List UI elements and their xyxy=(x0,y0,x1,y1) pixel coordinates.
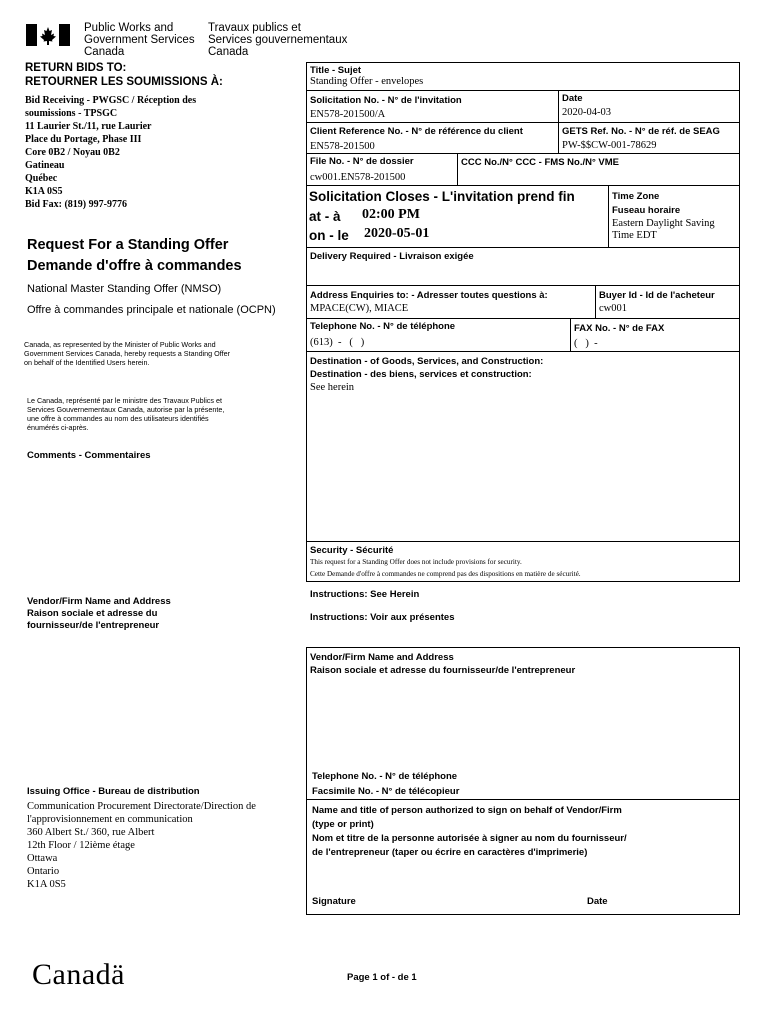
telephone-value: (613) - ( ) xyxy=(310,337,365,348)
buyer-id-value: cw001 xyxy=(599,303,627,314)
comments-label: Comments - Commentaires xyxy=(27,450,151,461)
request-paragraph-fr: Le Canada, représenté par le ministre des Travaux Publics et Services Gouvernementaux Canada, autorise par la présente, une offre à commandes au nom des utilisateurs identifiés énumérés ci-après. xyxy=(27,396,225,432)
instructions-fr: Instructions: Voir aux présentes xyxy=(310,612,455,623)
telephone-label: Telephone No. - N° de téléphone xyxy=(310,321,456,332)
buyer-id-label: Buyer Id - Id de l'acheteur xyxy=(599,290,715,301)
request-paragraph-en: Canada, as represented by the Minister of Public Works and Government Services Canada, hereby requests a Standing Offer on behalf of the Identified Users herein. xyxy=(24,340,231,367)
vendor-facsimile-label[interactable]: Facsimile No. - N° de télécopieur xyxy=(312,786,460,797)
request-title: Request For a Standing Offer Demande d'offre à commandes xyxy=(27,237,242,274)
at-label: at - à xyxy=(309,209,341,224)
at-value: 02:00 PM xyxy=(362,207,420,222)
time-zone-value: Eastern Daylight Saving Time EDT xyxy=(612,218,715,241)
fax-label: FAX No. - N° de FAX xyxy=(574,323,665,334)
fax-value: ( ) - xyxy=(574,338,598,349)
vendor-telephone-label[interactable]: Telephone No. - N° de téléphone xyxy=(312,771,458,782)
date-label: Date xyxy=(562,93,583,104)
address-enquiries-value: MPACE(CW), MIACE xyxy=(310,303,409,314)
address-enquiries-label: Address Enquiries to: - Adresser toutes questions à: xyxy=(310,290,548,301)
canada-flag-icon xyxy=(26,24,70,51)
gets-label: GETS Ref. No. - N° de réf. de SEAG xyxy=(562,126,720,137)
return-bids-address: Bid Receiving - PWGSC / Réception des soumissions - TPSGC 11 Laurier St./11, rue Laurier Place du Portage, Phase III Core 0B2 / Noyau 0B2 Gatineau Québec K1A 0S5 Bid Fax: (819) 997-9776 xyxy=(25,95,197,210)
destination-value: See herein xyxy=(310,382,355,393)
time-zone-label: Time Zone Fuseau horaire xyxy=(612,191,681,216)
client-ref-value: EN578-201500 xyxy=(310,141,375,152)
file-label: File No. - N° de dossier xyxy=(310,156,414,167)
security-label: Security - Sécurité xyxy=(310,545,394,556)
solicitation-value: EN578-201500/A xyxy=(310,109,386,120)
instructions-en: Instructions: See Herein xyxy=(310,589,420,600)
authorized-signer-label: Name and title of person authorized to sign on behalf of Vendor/Firm (type or print) Nom et titre de la personne autorisée à signer au nom du fournisseur/ de l'entrepreneur (taper ou écrire en caractères d'imprimerie) xyxy=(312,805,627,858)
gets-value: PW-$$CW-001-78629 xyxy=(562,140,657,151)
security-text-fr: Cette Demande d'offre à commandes ne comprend pas des dispositions en matière de sécurité. xyxy=(310,570,581,578)
canada-wordmark: Canadä xyxy=(32,958,125,991)
ccc-label: CCC No./N° CCC - FMS No./N° VME xyxy=(461,157,620,168)
signature-date-label[interactable]: Date xyxy=(587,896,608,907)
date-value: 2020-04-03 xyxy=(562,107,611,118)
return-bids-title: RETURN BIDS TO: RETOURNER LES SOUMISSIONS À: xyxy=(25,62,223,88)
vendor-label-right: Vendor/Firm Name and Address Raison sociale et adresse du fournisseur/de l'entrepreneur xyxy=(310,652,576,676)
vendor-label-left: Vendor/Firm Name and Address Raison sociale et adresse du fournisseur/de l'entrepreneur xyxy=(27,596,171,631)
issuing-office-label: Issuing Office - Bureau de distribution xyxy=(27,786,200,797)
security-text-en: This request for a Standing Offer does not include provisions for security. xyxy=(310,558,522,566)
signature-label[interactable]: Signature xyxy=(312,896,356,907)
title-value: Standing Offer - envelopes xyxy=(310,76,424,87)
ocpn-label: Offre à commandes principale et nationale (OCPN) xyxy=(27,304,276,316)
nmso-label: National Master Standing Offer (NMSO) xyxy=(27,283,222,295)
issuing-office-address: Communication Procurement Directorate/Direction de l'approvisionnement en communication 360 Albert St./ 360, rue Albert 12th Floor / 12ième étage Ottawa Ontario K1A 0S5 xyxy=(27,801,256,890)
department-name-fr: Travaux publics et Services gouvernementaux Canada xyxy=(208,22,348,58)
department-name-en: Public Works and Government Services Canada xyxy=(84,22,195,58)
page-number: Page 1 of - de 1 xyxy=(347,972,417,983)
file-value: cw001.EN578-201500 xyxy=(310,172,406,183)
delivery-label: Delivery Required - Livraison exigée xyxy=(310,251,474,262)
client-ref-label: Client Reference No. - N° de référence du client xyxy=(310,126,523,137)
destination-label: Destination - of Goods, Services, and Construction: Destination - des biens, services et construction: xyxy=(310,356,544,380)
on-value: 2020-05-01 xyxy=(364,226,430,241)
title-label: Title - Sujet xyxy=(310,65,362,76)
solicitation-label: Solicitation No. - N° de l'invitation xyxy=(310,95,462,106)
closes-label: Solicitation Closes - L'invitation prend fin xyxy=(309,189,575,204)
on-label: on - le xyxy=(309,228,349,243)
